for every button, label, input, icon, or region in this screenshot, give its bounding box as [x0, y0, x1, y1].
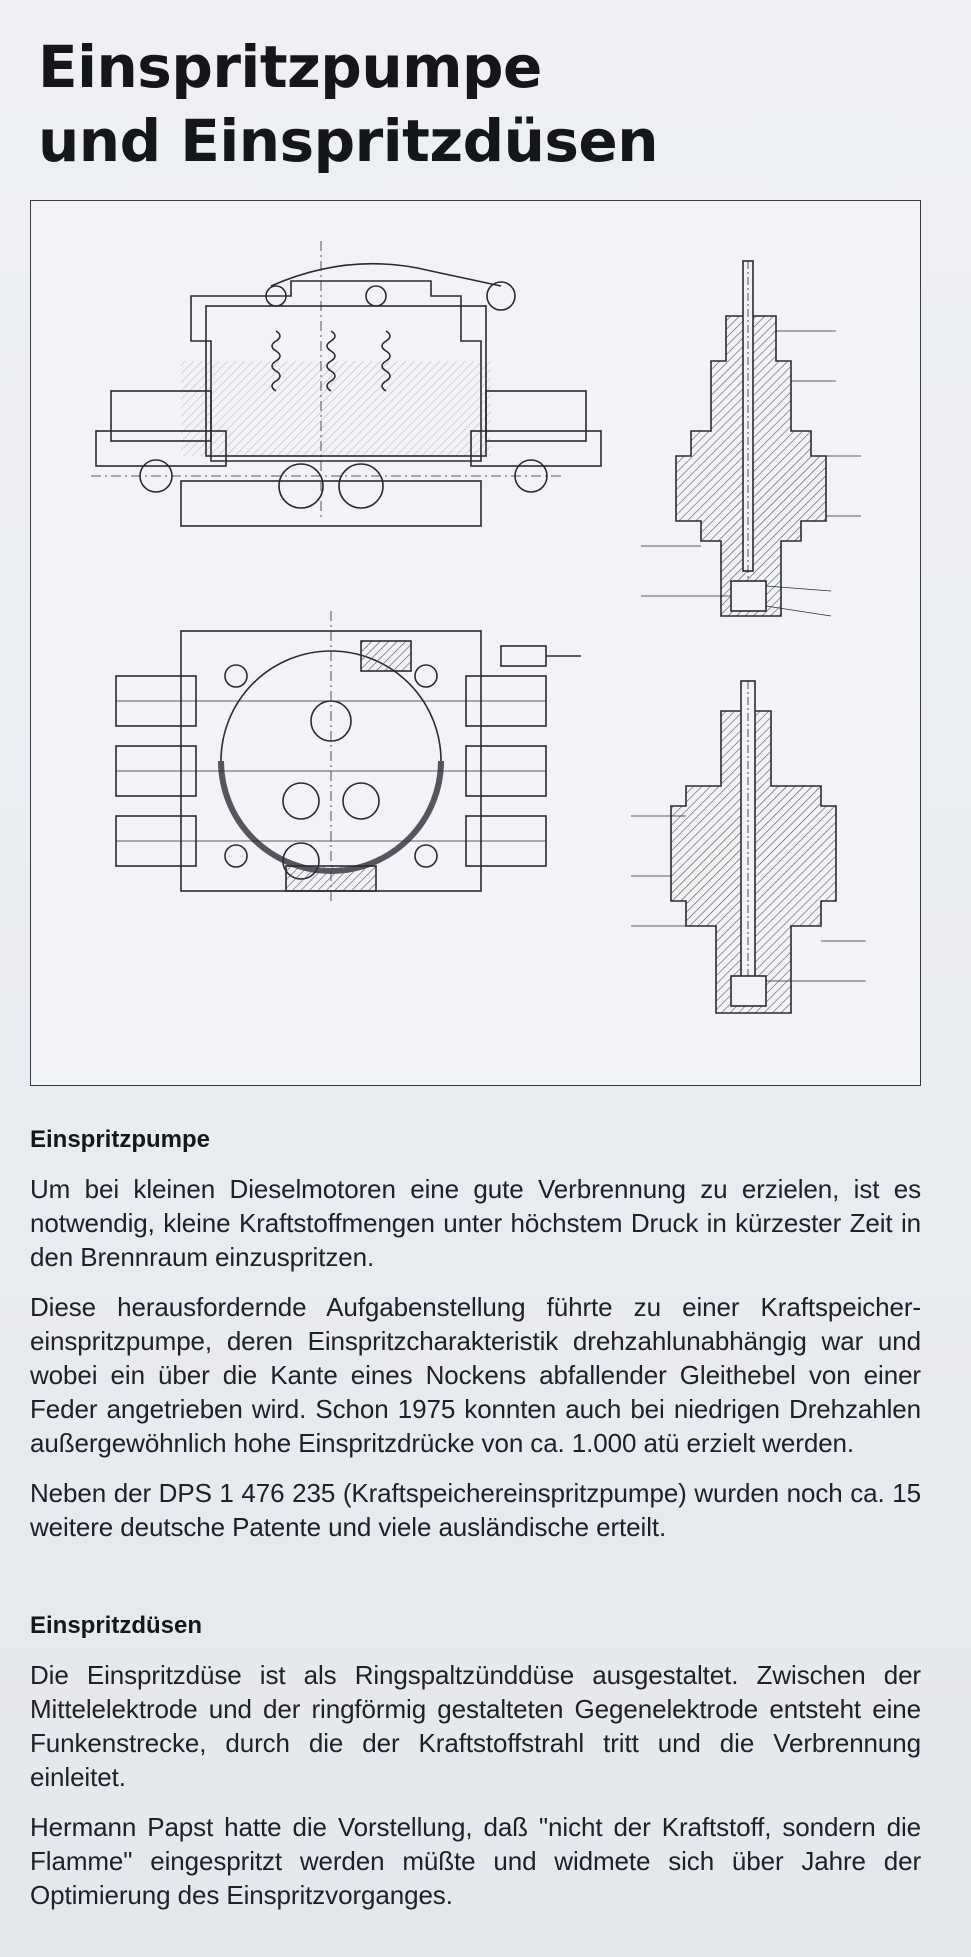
pump-top-section [116, 611, 581, 901]
paragraph: Hermann Papst hatte die Vorstellung, daß "nicht der Kraftstoff, sondern die Flamme" eingespritzt werden müßte und widmete sich über Jahre der Optimierung des Einspritzvorganges. [30, 1812, 921, 1910]
section-heading: Einspritzdüsen [30, 1612, 203, 1639]
technical-drawing [31, 201, 920, 1085]
section-einspritzduesen [30, 1610, 921, 1912]
injector-nozzle-section-1 [641, 261, 861, 616]
pump-side-section [91, 241, 601, 526]
paragraph: Neben der DPS 1 476 235 (Kraftspeichereinspritzpumpe) wurden noch ca. 15 weitere deutsche Patente und viele ausländische erteilt. [30, 1478, 921, 1542]
injector-nozzle-section-2 [631, 681, 866, 1013]
section-einspritzpumpe [30, 1124, 921, 1544]
technical-drawing-frame [30, 200, 921, 1086]
paragraph: Diese herausfordernde Aufgabenstellung führte zu einer Kraftspeicher-einspritzpumpe, deren Einspritzcharakteristik drehzahlunabhängig war und wobei ein über die Kante eines Nockens abfallender Gleithebel von einer Feder angetrieben wird. Schon 1975 konnten auch bei niedrigen Drehzahlen außergewöhnlich hohe Einspritzdrücke von ca. 1.000 atü erzielt werden. [30, 1292, 921, 1458]
paragraph: Die Einspritzdüse ist als Ringspaltzünddüse ausgestaltet. Zwischen der Mittelelektrode und der ringförmig gestalteten Gegenelektrode entsteht eine Funkenstrecke, durch die der Kraftstoffstrahl tritt und die Verbrennung einleitet. [30, 1660, 921, 1792]
section-heading: Einspritzpumpe [30, 1126, 211, 1153]
paragraph: Um bei kleinen Dieselmotoren eine gute Verbrennung zu erzielen, ist es notwendig, kleine Kraftstoffmengen unter höchstem Druck in kürzester Zeit in den Brennraum einzuspritzen. [30, 1174, 921, 1272]
page-title: Einspritzpumpe und Einspritzdüsen [38, 33, 659, 175]
